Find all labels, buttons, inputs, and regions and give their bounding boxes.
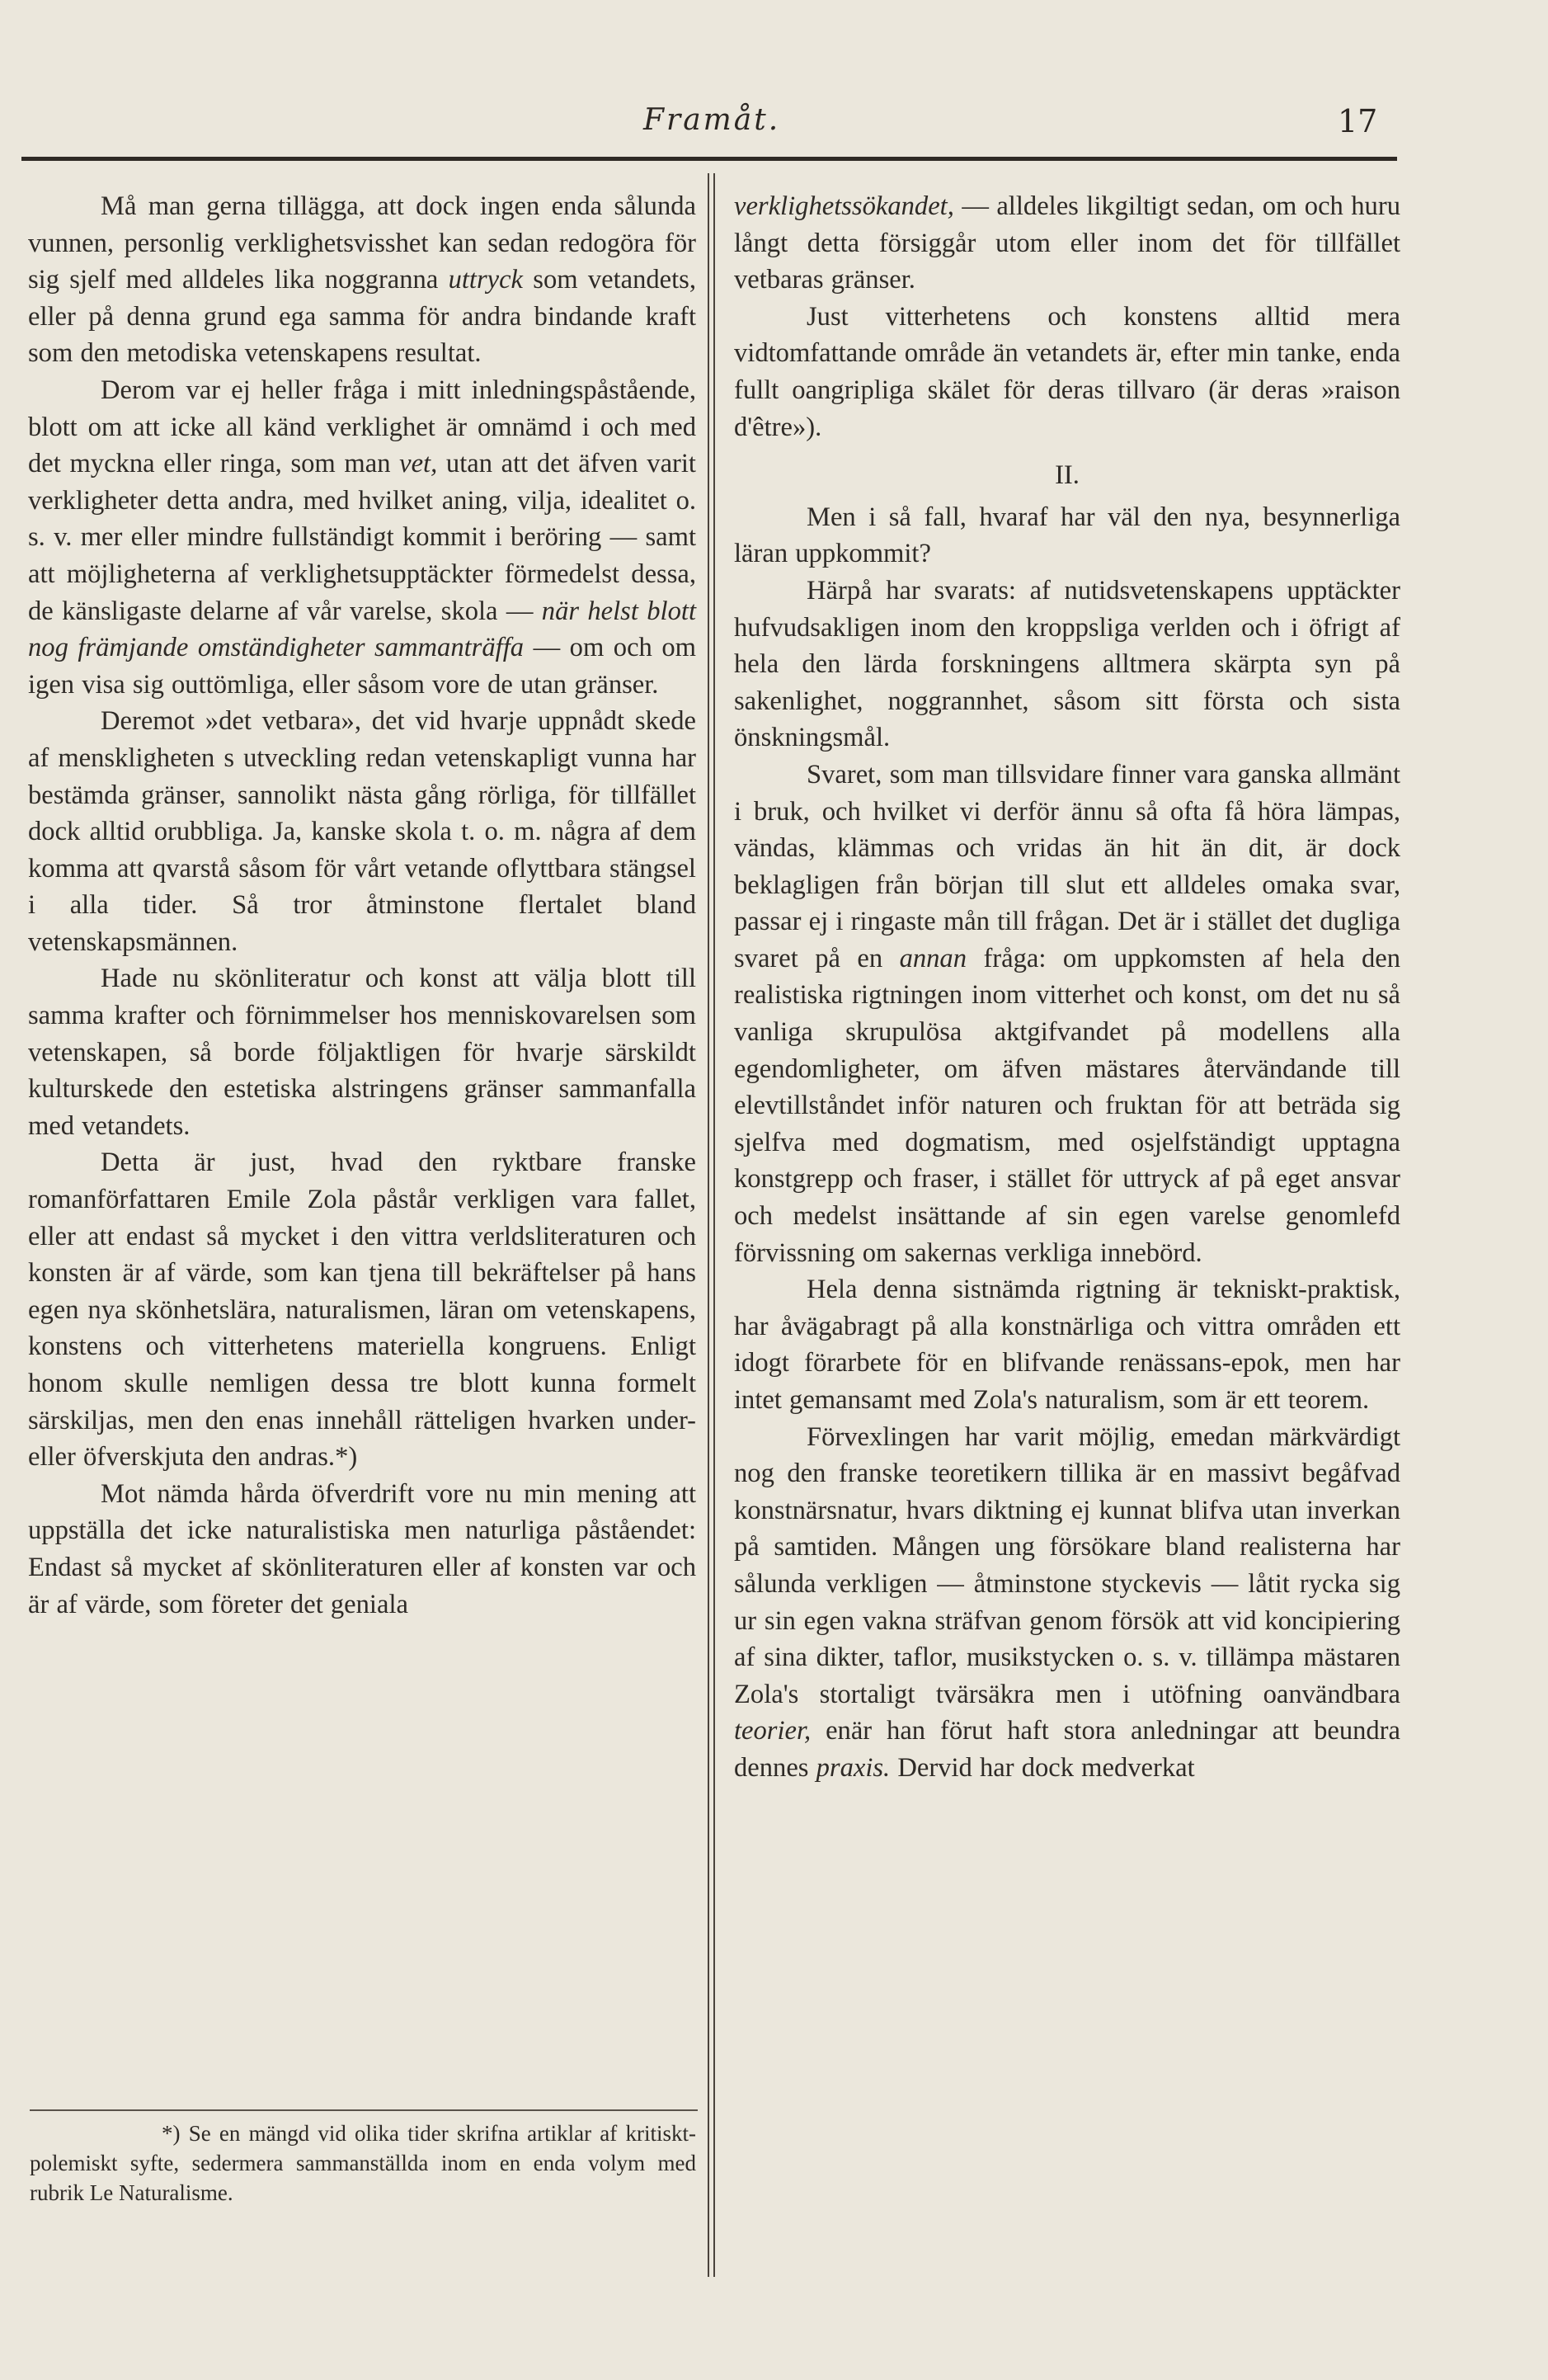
right-column [734,188,1400,1787]
page-number: 17 [1338,103,1378,139]
left-column [28,188,696,1623]
paragraph: Detta är just, hvad den ryktbare franske romanförfattaren Emile Zola påstår verkligen vara fallet, eller att endast så mycket i den vittra verldsliteraturen och konsten är af värde, som kan tjena till bekräftelser på hans egen nya skönhetslära, naturalismen, läran om vetenskapens, konstens och vitterhetens materiella kongruens. Enligt honom skulle nemligen dessa tre blott kunna formelt särskiljas, men den enas innehåll rätteligen hvarken under- eller öfverskjuta den andras.*) [28,1148,696,1473]
paragraph: Men i så fall, hvaraf har väl den nya, besynnerliga läran uppkommit? [734,502,1400,569]
footnote-rule [30,2109,698,2111]
column-divider-right [713,173,715,2277]
paragraph: Må man gerna tillägga, att dock ingen enda sålunda vunnen, personlig verklighetsvisshet kan sedan redogöra för sig sjelf med alldeles lika noggranna uttryck som vetandets, eller på denna grund ega samma för andra bindande kraft som den metodiska vetenskapens resultat. [28,191,696,369]
paragraph: Hela denna sistnämda rigtning är tekniskt-praktisk, har åvägabragt på alla konstnärliga och vittra områden ett idogt förarbete för en blifvande renässans-epok, men har intet gemansamt med Zola's naturalism, som är ett teorem. [734,1275,1400,1415]
paragraph: Hade nu skönliteratur och konst att välja blott till samma krafter och förnimmelser hos menniskovarelsen som vetenskapen, så borde följaktligen för hvarje särskildt kulturskede den estetiska alstringens gränser sammanfalla med vetandets. [28,964,696,1141]
footnote [30,2118,696,2208]
column-divider-left [708,173,709,2277]
footnote-text: *) Se en mängd vid olika tider skrifna artiklar af kritiskt-polemiskt syfte, sedermera sammanställda inom en enda volym med rubrik Le Naturalisme. [30,2121,696,2205]
paragraph: Svaret, som man tillsvidare finner vara ganska allmänt i bruk, och hvilket vi derför ännu så ofta få höra lämpas, vändas, klämmas och vridas än hit än dit, är dock beklagligen från början till slut ett alldeles omaka svar, passar ej i ringaste mån till frågan. Det är i stället det dugliga svaret på en annan fråga: om uppkomsten af hela den realistiska rigtningen inom vitterhet och konst, om det nu så vanliga skrupulösa aktgifvandet på modellens alla egendomligheter, om äfven mästares återvändande till elevtillståndet inför naturen och fruktan för att beträda sig sjelfva med dogmatism, med osjelfständigt upptagna konstgrepp och fraser, i stället för uttryck af på eget ansvar och medelst insättande af sin egen varelse genomlefd förvissning om sakernas verkliga innebörd. [734,759,1401,1268]
header-rule [21,157,1397,161]
paragraph: Deremot »det vetbara», det vid hvarje uppnådt skede af menskligheten s utveckling redan vetenskapligt vunna har bestämda gränser, sannolikt nästa gång rörliga, för tillfället dock alltid orubbliga. Ja, kanske skola t. o. m. några af dem komma att qvarstå såsom för vårt vetande oflyttbara stängsel i alla tider. Så tror åtminstone flertalet bland vetenskapsmännen. [28,706,696,957]
paragraph: Härpå har svarats: af nutidsvetenskapens upptäckter hufvudsakligen inom den kroppsliga verlden och i öfrigt af hela den lärda forskningens alltmera skärpta syn på sakenlighet, noggrannhet, såsom sitt första och sista önskningsmål. [734,575,1400,753]
paragraph: Förvexlingen har varit möjlig, emedan märkvärdigt nog den franske teoretikern tillika är en massivt begåfvad konstnärsnatur, hvars diktning ej kunnat blifva utan inverkan på samtiden. Mången ung försökare bland realisterna har sålunda verkligen — åtminstone styckevis — låtit rycka sig ur sin egen vakna sträfvan genom försök att vid koncipiering af sina dikter, taflor, musikstycken o. s. v. tillämpa mästaren Zola's stortaligt tvärsäkra men i utöfning oanvändbara teorier, enär han förut haft stora anledningar att beundra dennes praxis. Dervid har dock medverkat [734,1421,1400,1783]
section-heading: II. [1055,460,1080,491]
paragraph: Just vitterhetens och konstens alltid mera vidtomfattande område än vetandets är, efter min tanke, enda fullt oangripliga skälet för deras tillvaro (är deras »raison d'être»). [734,301,1400,442]
paragraph: Derom var ej heller fråga i mitt inledningspåstående, blott om att icke all känd verklighet är omnämd i och med det myckna eller ringa, som man vet, utan att det äfven varit verkligheter detta andra, med hvilket aning, vilja, idealitet o. s. v. mer eller mindre fullständigt kommit i beröring — samt att möjligheterna af verklighetsupptäckter förmedelst dessa, de känsligaste delarne af vår varelse, skola — när helst blott nog främjande omständigheter sammanträffa — om och om igen visa sig outtömliga, eller såsom vore de utan gränser. [28,375,696,700]
paragraph: verklighetssökandet, — alldeles likgiltigt sedan, om och huru långt detta försiggår utom eller inom det för tillfället vetbaras gränser. [734,191,1400,295]
running-header-title: Framåt. [643,103,781,137]
paragraph: Mot nämda hårda öfverdrift vore nu min mening att uppställa det icke naturalistiska men naturliga påståendet: Endast så mycket af skönliteraturen eller af konsten var och är af värde, som företer det geniala [28,1478,696,1619]
